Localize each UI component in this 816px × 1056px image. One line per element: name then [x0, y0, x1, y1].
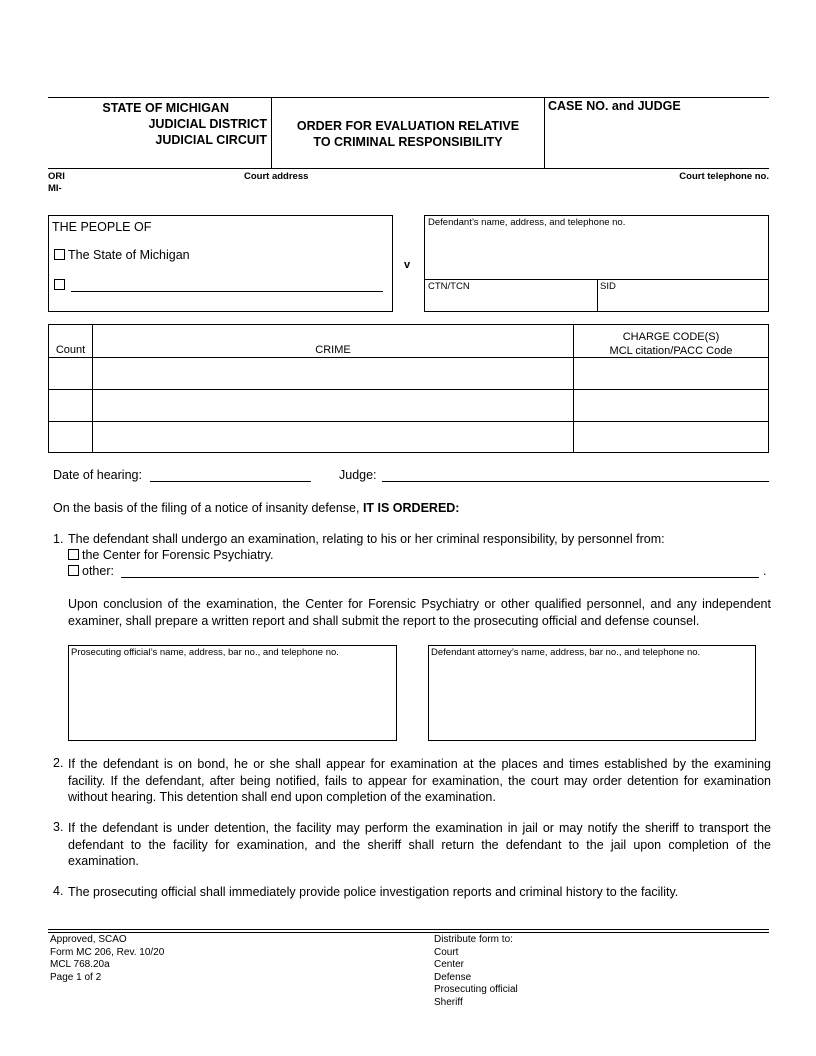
defendant-box[interactable] — [424, 215, 769, 312]
other-option[interactable] — [68, 564, 114, 578]
mcl-citation: MCL 768.20a — [50, 959, 110, 971]
ctn-label: CTN/TCN — [428, 281, 470, 292]
center-option[interactable] — [68, 548, 274, 562]
other-people-option[interactable] — [54, 278, 68, 292]
judge-line[interactable] — [382, 481, 769, 482]
state-checkbox[interactable] — [54, 249, 65, 260]
state-option-label: The State of Michigan — [68, 248, 190, 262]
court-jurisdiction — [48, 100, 267, 148]
order-intro — [53, 501, 459, 515]
prosecutor-label: Prosecuting official’s name, address, bar no., and telephone no. — [71, 647, 339, 658]
hearing-date-line[interactable] — [150, 481, 311, 482]
people-of-label: THE PEOPLE OF — [52, 220, 152, 234]
item1-number: 1. — [53, 532, 64, 546]
distribute-item: Sheriff — [434, 996, 463, 1008]
case-number-label: CASE NO. and JUDGE — [548, 99, 681, 113]
distribute-item: Center — [434, 959, 465, 971]
charge-code-header-line2: MCL citation/PACC Code — [609, 345, 733, 357]
circuit-label: JUDICIAL CIRCUIT — [155, 133, 267, 147]
center-option-label: the Center for Forensic Psychiatry. — [82, 548, 274, 562]
charge-code-header-line1: CHARGE CODE(S) — [622, 331, 720, 343]
item1-conclusion: Upon conclusion of the examination, the Center for Forensic Psychiatry or other qualified personnel, and any independent examiner, shall prepare a written report and shall submit the report to the prosecuting official and defense counsel. — [68, 597, 771, 628]
hearing-date-label: Date of hearing: — [53, 468, 142, 482]
sid-label: SID — [600, 281, 616, 292]
court-phone-label: Court telephone no. — [679, 171, 769, 182]
other-checkbox[interactable] — [68, 565, 79, 576]
row-1-rule — [49, 389, 768, 390]
page-number: Page 1 of 2 — [50, 971, 102, 983]
other-people-checkbox[interactable] — [54, 279, 65, 290]
district-label: JUDICIAL DISTRICT — [148, 117, 267, 131]
item2-text: If the defendant is on bond, he or she shall appear for examination at the places and times established by the examining facility. If the defendant, after being notified, fails to appear for examination, the court may order detention for examination without hearing. This detention shall end upon completion of the examination. — [68, 757, 771, 804]
footer-left — [50, 934, 164, 984]
item1-text: The defendant shall undergo an examination, relating to his or her criminal responsibility, by personnel from: — [68, 532, 665, 546]
footer-distribution — [434, 934, 518, 1010]
distribute-item: Defense — [434, 971, 472, 983]
item3-text: If the defendant is under detention, the facility may perform the examination in jail or may notify the sheriff to transport the defendant to the facility for examination, and the sheriff shall return the defendant to the jail upon completion of the examination. — [68, 821, 771, 868]
versus-label: v — [404, 259, 411, 271]
charges-table — [48, 324, 769, 453]
state-label: STATE OF MICHIGAN — [102, 101, 229, 115]
header-bottom-rule — [48, 168, 769, 169]
other-option-label: other: — [82, 564, 114, 578]
charge-code-header — [574, 330, 768, 358]
footer-rule-2 — [48, 932, 769, 933]
footer-rule-1 — [48, 929, 769, 930]
header-divider-2 — [544, 97, 545, 169]
ctn-sid-divider — [597, 279, 598, 311]
header-top-rule — [48, 97, 769, 98]
mi-label: MI- — [48, 183, 62, 194]
crime-header: CRIME — [315, 344, 351, 356]
ori-label: ORI — [48, 171, 65, 182]
defense-box[interactable] — [428, 645, 756, 741]
order-intro-text: On the basis of the filing of a notice of insanity defense, — [53, 501, 360, 515]
count-header: Count — [55, 344, 86, 356]
other-line-period: . — [763, 564, 767, 578]
item4-text: The prosecuting official shall immediately provide police investigation reports and criminal history to the facility. — [68, 885, 679, 899]
defendant-label: Defendant’s name, address, and telephone no. — [428, 217, 626, 228]
order-intro-bold: IT IS ORDERED: — [362, 501, 460, 515]
other-line[interactable] — [121, 577, 759, 578]
prosecutor-box[interactable] — [68, 645, 397, 741]
approved-label: Approved, SCAO — [50, 934, 127, 945]
form-title — [272, 118, 544, 150]
state-option[interactable] — [54, 248, 190, 262]
defense-label: Defendant attorney’s name, address, bar no., and telephone no. — [431, 647, 701, 658]
court-address-label: Court address — [244, 171, 309, 182]
item2-number: 2. — [53, 756, 64, 770]
people-of-box — [48, 215, 393, 312]
distribute-item: Court — [434, 946, 459, 958]
center-checkbox[interactable] — [68, 549, 79, 560]
other-people-line[interactable] — [71, 291, 383, 292]
form-title-line1: ORDER FOR EVALUATION RELATIVE — [296, 119, 520, 133]
form-title-line2: TO CRIMINAL RESPONSIBILITY — [313, 135, 503, 149]
form-number: Form MC 206, Rev. 10/20 — [50, 946, 165, 958]
row-2-rule — [49, 421, 768, 422]
item3-number: 3. — [53, 820, 64, 834]
judge-label: Judge: — [339, 468, 377, 482]
item4-number: 4. — [53, 884, 64, 898]
distribute-label: Distribute form to: — [434, 934, 513, 945]
distribute-item: Prosecuting official — [434, 984, 518, 996]
